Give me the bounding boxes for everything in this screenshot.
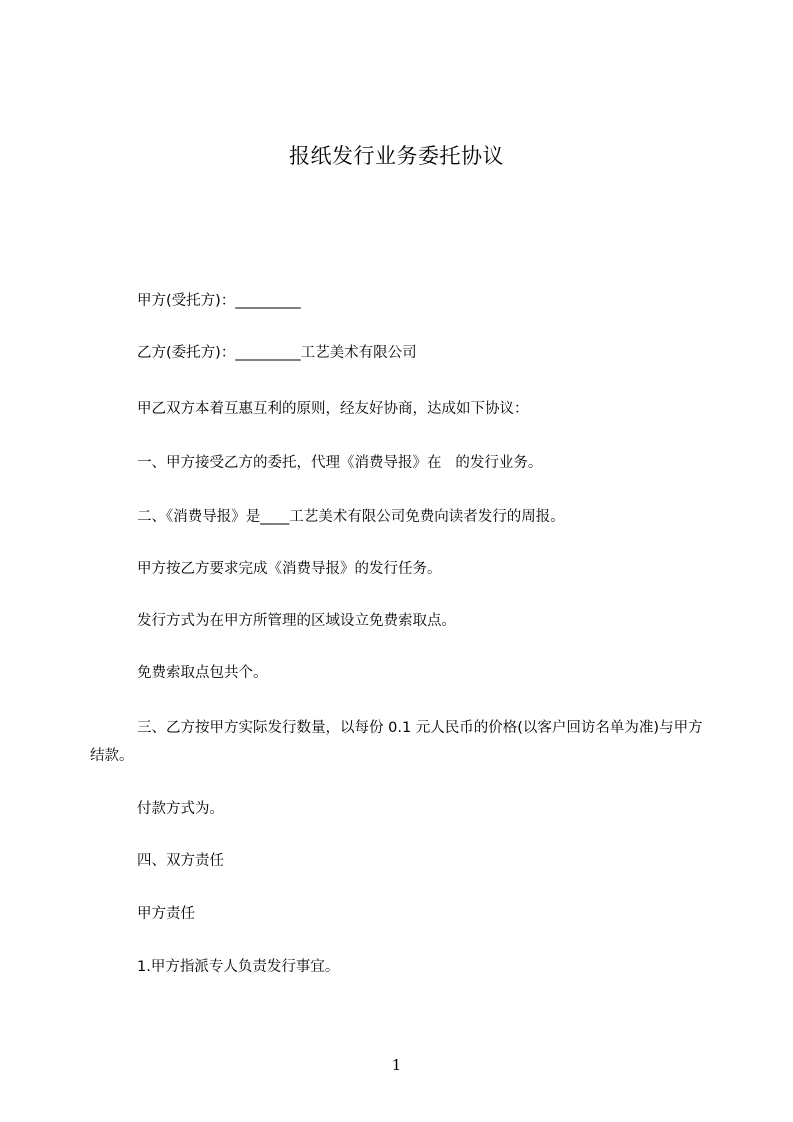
clause-2-paragraph: 二、《消费导报》是____工艺美术有限公司免费向读者发行的周报。 <box>137 509 565 525</box>
clause-1-paragraph: 一、甲方接受乙方的委托，代理《消费导报》在 的发行业务。 <box>137 455 543 471</box>
preamble-paragraph: 甲乙双方本着互惠互利的原则，经友好协商，达成如下协议： <box>137 401 529 417</box>
clause-4-heading: 四、双方责任 <box>137 853 224 869</box>
payment-method-paragraph: 付款方式为。 <box>137 801 224 817</box>
party-a-line: 甲方(受托方)：_________ <box>137 293 301 309</box>
clause-3-paragraph: 三、乙方按甲方实际发行数量，以每份 0.1 元人民币的价格(以客户回访名单为准)与甲方结款。 <box>90 720 703 764</box>
party-b-line: 乙方(委托方)：_________工艺美术有限公司 <box>137 345 417 361</box>
party-a-duties-heading: 甲方责任 <box>137 906 195 922</box>
clause-2-pickup-paragraph: 免费索取点包共个。 <box>137 665 268 681</box>
clause-2-method-paragraph: 发行方式为在甲方所管理的区域设立免费索取点。 <box>137 613 456 629</box>
page-number: 1 <box>391 1056 402 1074</box>
duty-1-paragraph: 1.甲方指派专人负责发行事宜。 <box>137 959 340 975</box>
clause-2-task-paragraph: 甲方按乙方要求完成《消费导报》的发行任务。 <box>137 561 442 577</box>
document-title: 报纸发行业务委托协议 <box>289 144 504 168</box>
